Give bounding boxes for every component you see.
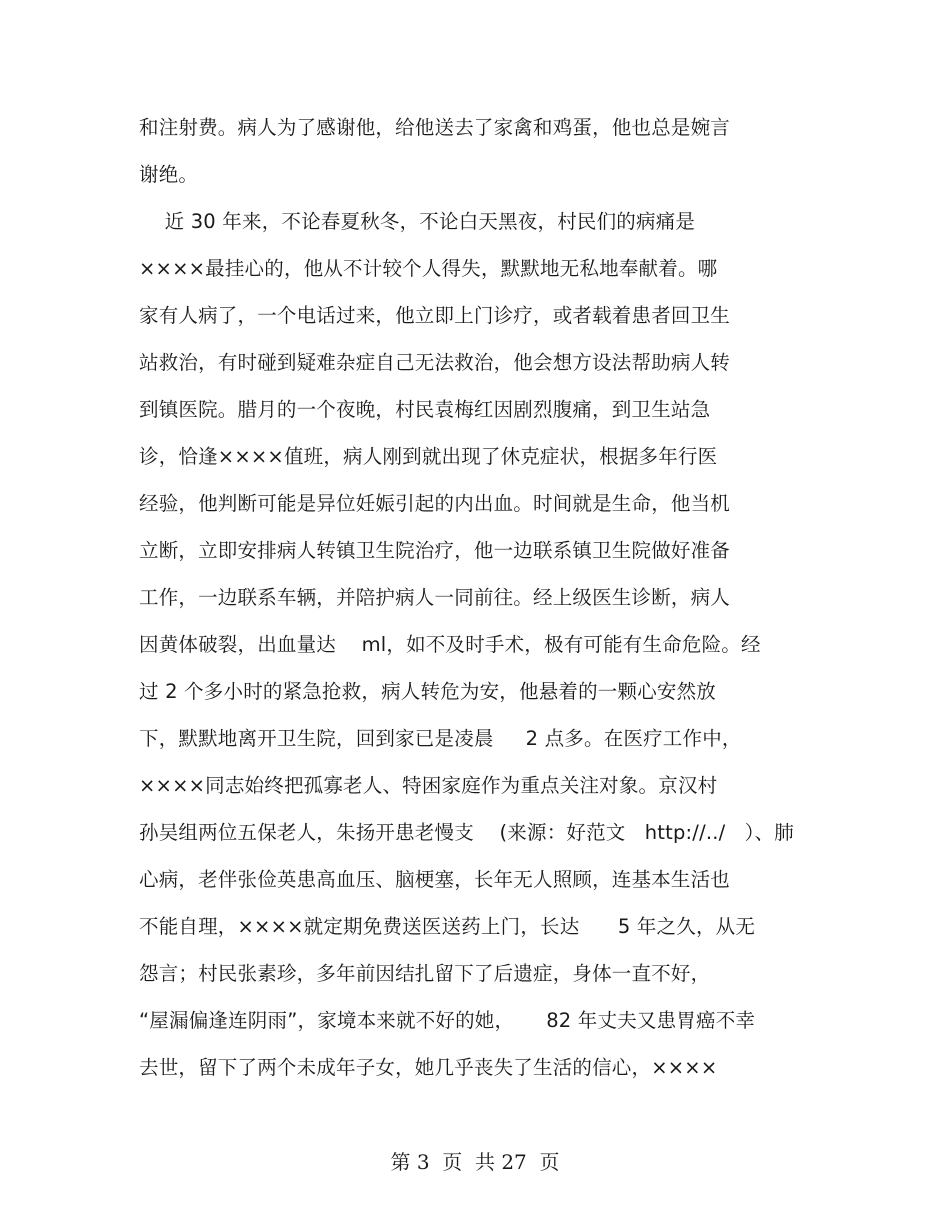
text-line: 诊，恰逢××××值班，病人刚到就出现了休克症状，根据多年行医 (139, 445, 718, 468)
text-line: 家有人病了，一个电话过来，他立即上门诊疗，或者载着患者回卫生 (139, 304, 731, 327)
text-line: 去世，留下了两个未成年子女，她几乎丧失了生活的信心，×××× (139, 1056, 718, 1079)
text-line: 下，默默地离开卫生院，回到家已是凌晨 2 点多。在医疗工作中， (139, 727, 742, 750)
text-line: 经验，他判断可能是异位妊娠引起的内出血。时间就是生命，他当机 (139, 492, 731, 515)
text-line: “屋漏偏逢连阴雨”，家境本来就不好的她， 82 年丈夫又患胃癌不幸 (139, 1009, 756, 1032)
text-line: ××××最挂心的，他从不计较个人得失，默默地无私地奉献着。哪 (139, 257, 718, 280)
body-text (139, 108, 819, 1095)
text-line: 不能自理，××××就定期免费送医送药上门，长达 5 年之久，从无 (139, 915, 756, 938)
page-number-footer: 第 3 页 共 27 页 (390, 1150, 560, 1174)
text-line: 心病，老伴张俭英患高血压、脑梗塞，长年无人照顾，连基本生活也 (139, 868, 731, 891)
text-line: 怨言；村民张素珍，多年前因结扎留下了后遗症，身体一直不好， (139, 962, 711, 985)
text-line: ××××同志始终把孤寡老人、特困家庭作为重点关注对象。京汉村 (139, 774, 718, 797)
text-line: 工作，一边联系车辆，并陪护病人一同前往。经上级医生诊断，病人 (139, 586, 731, 609)
text-line: 立断，立即安排病人转镇卫生院治疗，他一边联系镇卫生院做好准备 (139, 539, 731, 562)
text-line: 因黄体破裂，出血量达 ml，如不及时手术，极有可能有生命危险。经 (139, 633, 761, 656)
text-line: 站救治，有时碰到疑难杂症自己无法救治，他会想方设法帮助病人转 (139, 351, 731, 374)
text-line: 孙吴组两位五保老人，朱扬开患老慢支 (来源：好范文 http://../ ）、肺 (139, 821, 794, 844)
text-line: 到镇医院。腊月的一个夜晚，村民袁梅红因剧烈腹痛，到卫生站急 (139, 398, 711, 421)
text-line: 和注射费。病人为了感谢他，给他送去了家禽和鸡蛋，他也总是婉言 (139, 116, 731, 139)
text-line: 近 30 年来，不论春夏秋冬，不论白天黑夜，村民们的病痛是 (139, 210, 696, 233)
text-line: 过 2 个多小时的紧急抢救，病人转危为安，他悬着的一颗心安然放 (139, 680, 717, 703)
text-line: 谢绝。 (139, 163, 199, 186)
